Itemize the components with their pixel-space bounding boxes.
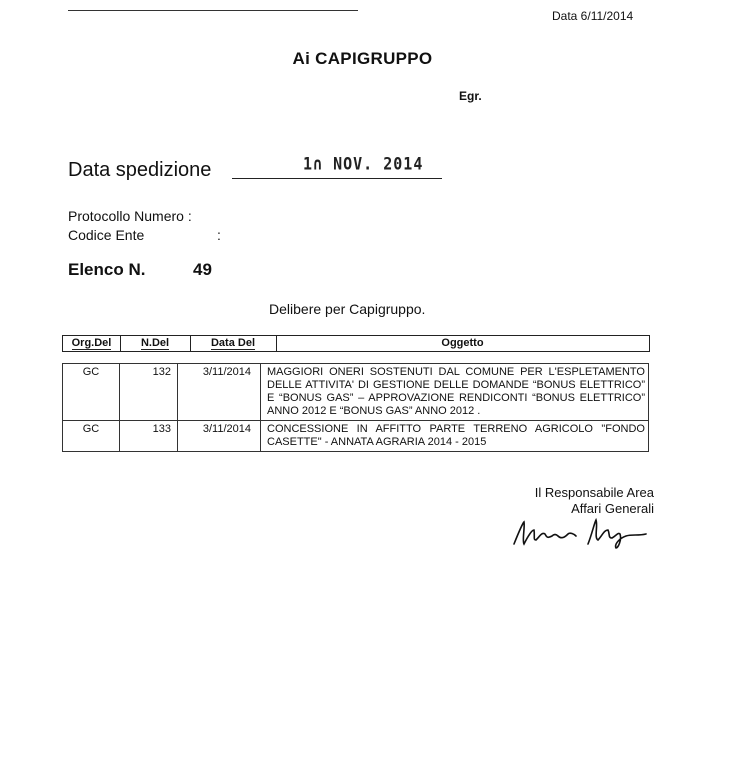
entity-code-label: Codice Ente (68, 227, 145, 243)
dispatch-date-stamp: 1∩ NOV. 2014 (303, 153, 424, 175)
table-header (62, 335, 650, 352)
header-org-del: Org.Del (71, 337, 112, 349)
cell-oggetto: CONCESSIONE IN AFFITTO PARTE TERRENO AGRICOLO "FONDO CASETTE" - ANNATA AGRARIA 2014 - 2015 (261, 421, 649, 452)
recipient-text: Ai CAPIGRUPPO (292, 49, 433, 68)
protocol-block (68, 207, 221, 245)
table-row (63, 421, 649, 452)
cell-data-del: 3/11/2014 (178, 421, 261, 452)
deliberations-table (62, 363, 649, 452)
entity-code-colon: : (217, 227, 221, 243)
responsible-department: Affari Generali (571, 501, 654, 516)
header-data-del: Data Del (210, 337, 256, 349)
cell-n-del: 132 (120, 364, 178, 421)
top-rule (68, 10, 358, 11)
list-label: Elenco N. (68, 260, 146, 279)
protocol-number-label: Protocollo Numero : (68, 208, 192, 224)
cell-org-del: GC (63, 364, 120, 421)
cell-data-del: 3/11/2014 (178, 364, 261, 421)
dispatch-label: Data spedizione (68, 159, 212, 181)
recipient-title (0, 49, 729, 69)
header-n-del: N.Del (140, 337, 170, 349)
document-date: Data 6/11/2014 (552, 9, 634, 23)
list-heading (68, 260, 212, 280)
signature-image (510, 514, 650, 550)
entity-code-row (68, 226, 221, 245)
cell-org-del: GC (63, 421, 120, 452)
list-number: 49 (193, 260, 212, 279)
table-row (63, 364, 649, 421)
dispatch-underline (232, 178, 442, 179)
cell-oggetto: MAGGIORI ONERI SOSTENUTI DAL COMUNE PER L'ESPLETAMENTO DELLE ATTIVITA' DI GESTIONE DELLE DOMANDE “BONUS ELETTRICO” E “BONUS GAS” – APPROVAZIONE RENDICONTI “BONUS ELETTRICO” ANNO 2012 E “BONUS GAS” ANNO 2012 . (261, 364, 649, 421)
cell-n-del: 133 (120, 421, 178, 452)
responsible-block (535, 485, 654, 517)
header-oggetto: Oggetto (441, 337, 484, 349)
salutation: Egr. (459, 89, 482, 103)
responsible-title: Il Responsabile Area (534, 485, 654, 500)
document-subtitle: Delibere per Capigruppo. (269, 301, 426, 317)
